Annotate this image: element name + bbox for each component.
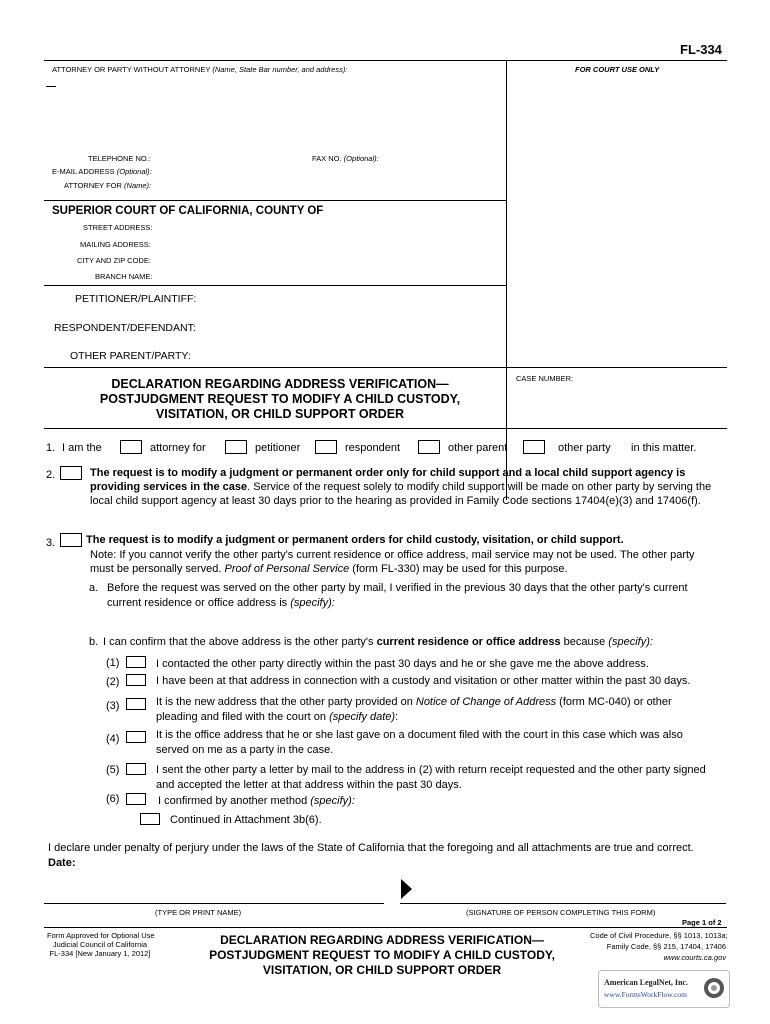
- code-line1: Code of Civil Procedure, §§ 1013, 1013a;: [590, 931, 728, 940]
- b3-number: (3): [106, 700, 120, 712]
- b4-checkbox[interactable]: [126, 731, 146, 743]
- b6-checkbox[interactable]: [126, 793, 146, 805]
- form-number: FL-334: [680, 42, 722, 57]
- petitioner-label: PETITIONER/PLAINTIFF:: [75, 293, 197, 305]
- attorney-label-hint: (Name, State Bar number, and address):: [212, 65, 348, 74]
- b1-number: (1): [106, 657, 120, 669]
- print-name-caption: (TYPE OR PRINT NAME): [155, 908, 242, 917]
- approved-line2: Judicial Council of California: [52, 940, 148, 949]
- fax-optional: (Optional):: [343, 154, 379, 163]
- item3-note-line2: [90, 563, 568, 575]
- email-label: [52, 167, 152, 176]
- signature-line[interactable]: [400, 903, 726, 904]
- item3-note-line1: Note: If you cannot verify the other party's current residence or office address, mail service may not be used. The other party: [90, 549, 695, 561]
- footer-title-line3: VISITATION, OR CHILD SUPPORT ORDER: [262, 963, 502, 977]
- item3-heading: The request is to modify a judgment or permanent orders for child custody, visitation, or child support.: [86, 534, 624, 546]
- item3-checkbox[interactable]: [60, 533, 82, 547]
- b4-line2: served on me as a party in the case.: [156, 744, 334, 756]
- item3b-text1: I can confirm that the above address is the other party's: [103, 636, 377, 648]
- b2-number: (2): [106, 676, 120, 688]
- b3-l1c: (form MC-040) or other: [556, 696, 672, 708]
- continued-checkbox[interactable]: [140, 813, 160, 825]
- petitioner-checkbox[interactable]: [225, 440, 247, 454]
- item3a-label: a.: [89, 582, 99, 594]
- title-bottom-border: [44, 428, 727, 429]
- petitioner-option: petitioner: [255, 442, 301, 454]
- approval-block: [47, 931, 153, 958]
- b1-text: I contacted the other party directly within the past 30 days and he or she gave me the above address.: [156, 658, 649, 670]
- item3b-label: b.: [89, 636, 99, 648]
- note2-b: Proof of Personal Service: [224, 563, 350, 575]
- footer-title-line2: POSTJUDGMENT REQUEST TO MODIFY A CHILD CUSTODY,: [209, 948, 555, 962]
- respondent-label: RESPONDENT/DEFENDANT:: [54, 322, 196, 334]
- b1-checkbox[interactable]: [126, 656, 146, 668]
- approved-line3: FL-334 [New January 1, 2012]: [49, 949, 151, 958]
- attorney-for-text: ATTORNEY FOR: [64, 181, 122, 190]
- attorney-bottom-border: [44, 200, 506, 201]
- declaration-text: I declare under penalty of perjury under the laws of the State of California that the foregoing and all attachments are true and correct.: [48, 842, 694, 854]
- attorney-for-checkbox[interactable]: [120, 440, 142, 454]
- item3b-text2: because: [560, 636, 609, 648]
- form-title-line2: POSTJUDGMENT REQUEST TO MODIFY A CHILD CUSTODY,: [99, 392, 461, 406]
- caption-divider: [506, 60, 507, 500]
- signature-arrow-icon: [401, 879, 413, 899]
- attorney-for-label: [64, 181, 151, 190]
- branch-name-label: BRANCH NAME:: [95, 272, 153, 281]
- page-number: Page 1 of 2: [682, 918, 722, 927]
- code-line2: Family Code, §§ 215, 17404, 17406: [606, 942, 726, 951]
- other-party-checkbox[interactable]: [523, 440, 545, 454]
- city-zip-label: CITY AND ZIP CODE:: [77, 256, 151, 265]
- item1-lead: I am the: [62, 442, 102, 454]
- b4-line1: It is the office address that he or she last gave on a document filed with the court in this case which was also: [156, 729, 683, 741]
- b3-line1: [156, 696, 672, 708]
- item3-number: 3.: [46, 537, 56, 549]
- item3a-line1: Before the request was served on the other party by mail, I verified in the previous 30 days that the other party's current: [107, 582, 688, 594]
- b3-line2: [156, 711, 398, 723]
- continued-text: Continued in Attachment 3b(6).: [170, 814, 322, 826]
- item3b-specify: (specify):: [608, 636, 653, 648]
- caption-top-border: [44, 60, 727, 61]
- item2-text: [90, 466, 720, 508]
- b5-line1: I sent the other party a letter by mail to the address in (2) with return receipt requested and the other party signed: [156, 764, 706, 776]
- mailing-address-label: MAILING ADDRESS:: [80, 240, 151, 249]
- note2-c: (form FL-330) may be used for this purpose.: [349, 563, 568, 575]
- publisher-stamp: [598, 970, 730, 1008]
- other-party-label: OTHER PARENT/PARTY:: [70, 350, 191, 362]
- item2-rest: . Service of the request solely to modify child support will be made on other party by serving the local child support agency at least 30 days prior to the hearing as provided in Family Code sections 17404(e)(3) and 17406(f).: [90, 481, 712, 507]
- b3-l1b: Notice of Change of Address: [415, 696, 557, 708]
- other-party-option: other party: [558, 442, 611, 454]
- courts-website[interactable]: www.courts.ca.gov: [663, 953, 726, 962]
- parties-bottom-border: [44, 367, 727, 368]
- b3-l2b: (specify date): [329, 711, 396, 723]
- other-parent-checkbox[interactable]: [418, 440, 440, 454]
- note2-a: must be personally served.: [90, 563, 225, 575]
- item1-number: 1.: [46, 442, 56, 454]
- b5-checkbox[interactable]: [126, 763, 146, 775]
- court-heading: SUPERIOR COURT OF CALIFORNIA, COUNTY OF: [52, 205, 324, 217]
- b6-text: [158, 795, 355, 807]
- fax-label-text: FAX NO.: [312, 154, 342, 163]
- attorney-name-field[interactable]: [46, 86, 56, 87]
- attorney-for-hint: (Name):: [124, 181, 152, 190]
- item3b-text: [103, 636, 653, 648]
- item3b-bold: current residence or office address: [376, 636, 561, 648]
- attorney-label: [52, 65, 347, 74]
- b4-number: (4): [106, 733, 120, 745]
- fax-label: [312, 154, 379, 163]
- respondent-checkbox[interactable]: [315, 440, 337, 454]
- item2-number: 2.: [46, 469, 56, 481]
- publisher-name: American LegalNet, Inc.: [604, 978, 688, 987]
- b6-number: (6): [106, 793, 120, 805]
- footer-title: [184, 933, 580, 978]
- b3-l2a: pleading and filed with the court on: [156, 711, 330, 723]
- footer-border: [44, 927, 727, 928]
- b2-checkbox[interactable]: [126, 674, 146, 686]
- form-title: [60, 377, 500, 422]
- b3-l1a: It is the new address that the other party provided on: [156, 696, 416, 708]
- court-bottom-border: [44, 285, 506, 286]
- respondent-option: respondent: [345, 442, 401, 454]
- other-parent-option: other parent: [448, 442, 508, 454]
- item3a-specify: (specify):: [290, 597, 335, 609]
- attorney-for-option: attorney for: [150, 442, 206, 454]
- b3-l2c: :: [395, 711, 399, 723]
- attorney-label-text: ATTORNEY OR PARTY WITHOUT ATTORNEY: [52, 65, 211, 74]
- publisher-url[interactable]: www.FormsWorkFlow.com: [604, 990, 688, 999]
- item2-checkbox[interactable]: [60, 466, 82, 480]
- print-name-line[interactable]: [44, 903, 384, 904]
- item3a-line2: [107, 597, 335, 609]
- b6-specify: (specify):: [310, 795, 355, 807]
- item2-bold: The request is to modify a judgment or permanent order only for child support and a local child support agency is providing services in the case: [90, 467, 686, 493]
- form-title-line3: VISITATION, OR CHILD SUPPORT ORDER: [155, 407, 405, 421]
- email-label-text: E-MAIL ADDRESS: [52, 167, 115, 176]
- b5-line2: and accepted the letter at that address within the past 30 days.: [156, 779, 462, 791]
- signature-caption: (SIGNATURE OF PERSON COMPLETING THIS FORM): [466, 908, 656, 917]
- code-references: [590, 930, 726, 963]
- street-address-label: STREET ADDRESS:: [83, 223, 153, 232]
- approved-line1: Form Approved for Optional Use: [47, 931, 155, 940]
- publisher-logo-icon: [703, 977, 725, 999]
- date-label: Date:: [48, 857, 76, 869]
- item3a-line2-text: current residence or office address is: [107, 597, 291, 609]
- court-use-label: FOR COURT USE ONLY: [575, 65, 660, 74]
- telephone-label: TELEPHONE NO.:: [88, 154, 151, 163]
- case-number-label: CASE NUMBER:: [516, 374, 574, 383]
- b5-number: (5): [106, 764, 120, 776]
- email-optional: (Optional):: [116, 167, 152, 176]
- footer-title-line1: DECLARATION REGARDING ADDRESS VERIFICATION—: [220, 933, 544, 947]
- item1-tail: in this matter.: [631, 442, 697, 454]
- b6-text-a: I confirmed by another method: [158, 795, 311, 807]
- b3-checkbox[interactable]: [126, 698, 146, 710]
- form-title-line1: DECLARATION REGARDING ADDRESS VERIFICATION—: [111, 377, 449, 391]
- b2-text: I have been at that address in connection with a custody and visitation or other matter within the past 30 days.: [156, 675, 691, 687]
